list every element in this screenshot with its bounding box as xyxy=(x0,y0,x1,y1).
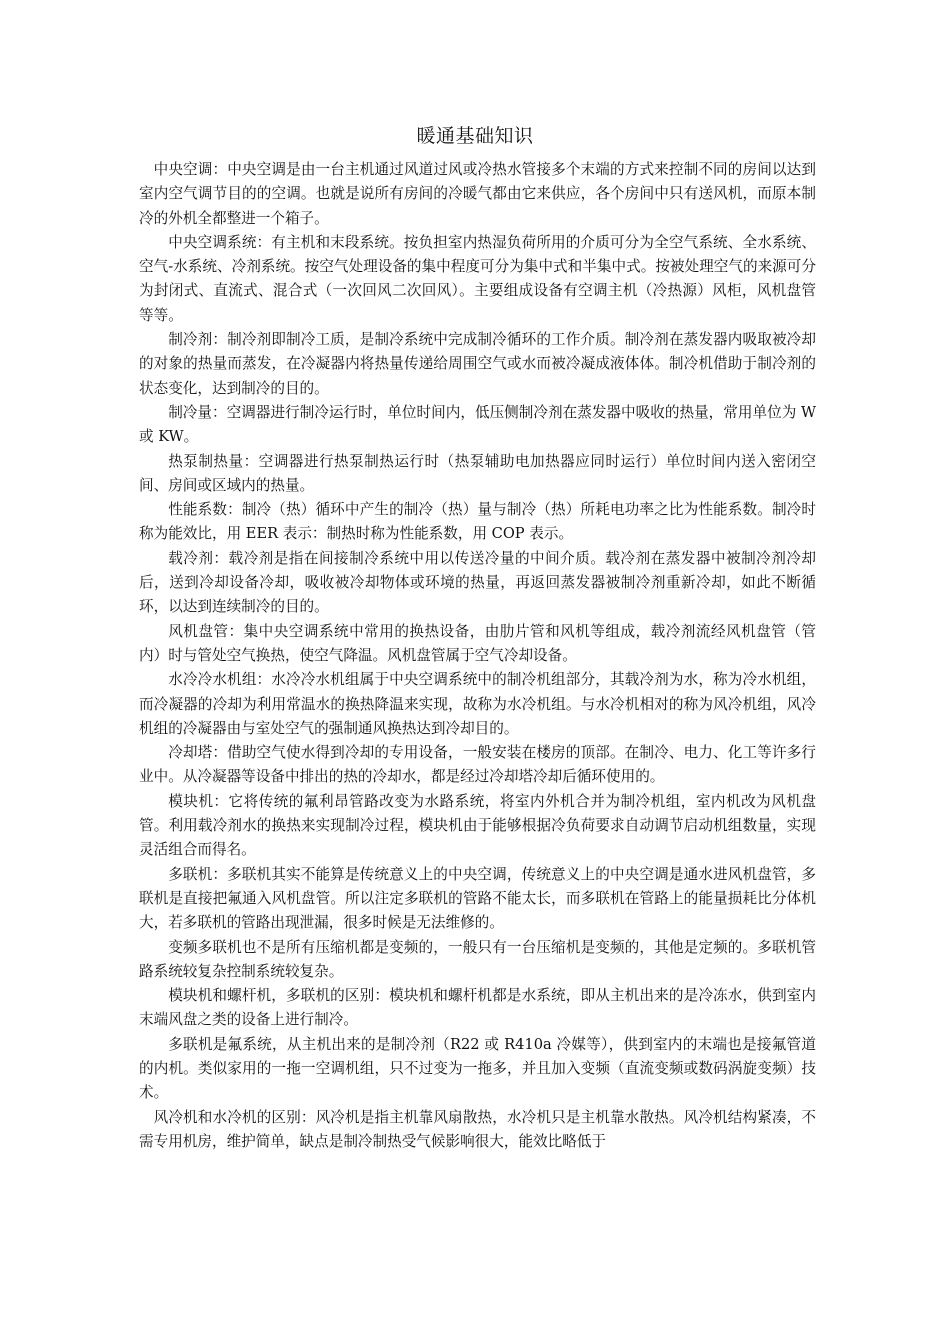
document-title: 暖通基础知识 xyxy=(416,125,534,147)
paragraph-multi-split-refrigerant: 多联机是氟系统，从主机出来的是制冷剂（R22 或 R410a 冷媒等），供到室内的末端也是接氟管道的内机。类似家用的一拖一空调机组，只不过变为一拖多，并且加入变频（直流变频或数码涡旋变频）技术。 xyxy=(139,1035,816,1102)
paragraph-heat-pump-capacity: 热泵制热量：空调器进行热泵制热运行时（热泵辅助电加热器应同时运行）单位时间内送入密闭空间、房间或区域内的热量。 xyxy=(139,452,816,494)
paragraph-secondary-refrigerant: 载冷剂：载冷剂是指在间接制冷系统中用以传送冷量的中间介质。载冷剂在蒸发器中被制冷剂冷却后，送到冷却设备冷却，吸收被冷却物体或环境的热量，再返回蒸发器被制冷剂重新冷却，如此不断循环，以达到连续制冷的目的。 xyxy=(139,549,816,616)
paragraph-water-chiller: 水冷冷水机组：水冷冷水机组属于中央空调系统中的制冷机组部分，其载冷剂为水，称为冷水机组，而冷凝器的冷却为利用常温水的换热降温来实现，故称为水冷机组。与水冷机相对的称为风冷机组，风冷机组的冷凝器由与室处空气的强制通风换热达到冷却目的。 xyxy=(139,671,816,737)
paragraph-modular-vs-screw: 模块机和螺杆机，多联机的区别：模块机和螺杆机都是水系统，即从主机出来的是冷冻水，供到室内末端风盘之类的设备上进行制冷。 xyxy=(139,987,816,1029)
paragraph-fan-coil: 风机盘管：集中央空调系统中常用的换热设备，由肋片管和风机等组成，载冷剂流经风机盘管（管内）时与管处空气换热，使空气降温。风机盘管属于空气冷却设备。 xyxy=(139,622,816,664)
paragraph-inverter-multi-split: 变频多联机也不是所有压缩机都是变频的，一般只有一台压缩机是变频的，其他是定频的。多联机管路系统较复杂控制系统较复杂。 xyxy=(139,938,816,980)
paragraph-cooling-tower: 冷却塔：借助空气使水得到冷却的专用设备，一般安装在楼房的顶部。在制冷、电力、化工等许多行业中。从冷凝器等设备中排出的热的冷却水，都是经过冷却塔冷却后循环使用的。 xyxy=(139,744,816,786)
paragraph-multi-split: 多联机：多联机其实不能算是传统意义上的中央空调，传统意义上的中央空调是通水进风机盘管，多联机是直接把氟通入风机盘管。所以注定多联机的管路不能太长，而多联机在管路上的能量损耗比分体机大，若多联机的管路出现泄漏，很多时候是无法维修的。 xyxy=(139,865,816,932)
paragraph-central-ac: 中央空调：中央空调是由一台主机通过风道过风或冷热水管接多个末端的方式来控制不同的房间以达到室内空气调节目的的空调。也就是说所有房间的冷暖气都由它来供应，各个房间中只有送风机，而原本制冷的外机全都整进一个箱子。 xyxy=(139,161,816,227)
paragraph-air-vs-water-cooled: 风冷机和水冷机的区别：风冷机是指主机靠风扇散热，水冷机只是主机靠水散热。风冷机结构紧凑，不需专用机房，维护简单，缺点是制冷制热受气候影响很大，能效比略低于 xyxy=(139,1108,816,1150)
document-body xyxy=(139,158,816,1154)
paragraph-refrigerant: 制冷剂：制冷剂即制冷工质，是制冷系统中完成制冷循环的工作介质。制冷剂在蒸发器内吸取被冷却的对象的热量而蒸发，在冷凝器内将热量传递给周围空气或水而被冷凝成液体体。制冷机借助于制冷剂的状态变化，达到制冷的目的。 xyxy=(139,331,816,397)
paragraph-central-ac-system: 中央空调系统：有主机和末段系统。按负担室内热湿负荷所用的介质可分为全空气系统、全水系统、空气-水系统、冷剂系统。按空气处理设备的集中程度可分为集中式和半集中式。按被处理空气的来源可分为封闭式、直流式、混合式（一次回风二次回风）。主要组成设备有空调主机（冷热源）风柜，风机盘管等等。 xyxy=(139,233,816,324)
paragraph-performance-coefficient: 性能系数：制冷（热）循环中产生的制冷（热）量与制冷（热）所耗电功率之比为性能系数。制冷时称为能效比，用 EER 表示：制热时称为性能系数，用 COP 表示。 xyxy=(139,501,816,543)
paragraph-cooling-capacity: 制冷量：空调器进行制冷运行时，单位时间内，低压侧制冷剂在蒸发器中吸收的热量，常用单位为 W 或 KW。 xyxy=(139,403,816,446)
paragraph-modular-unit: 模块机：它将传统的氟利昂管路改变为水路系统，将室内外机合并为制冷机组，室内机改为风机盘管。利用载冷剂水的换热来实现制冷过程，模块机由于能够根据冷负荷要求自动调节启动机组数量，实现灵活组合而得名。 xyxy=(139,792,816,859)
